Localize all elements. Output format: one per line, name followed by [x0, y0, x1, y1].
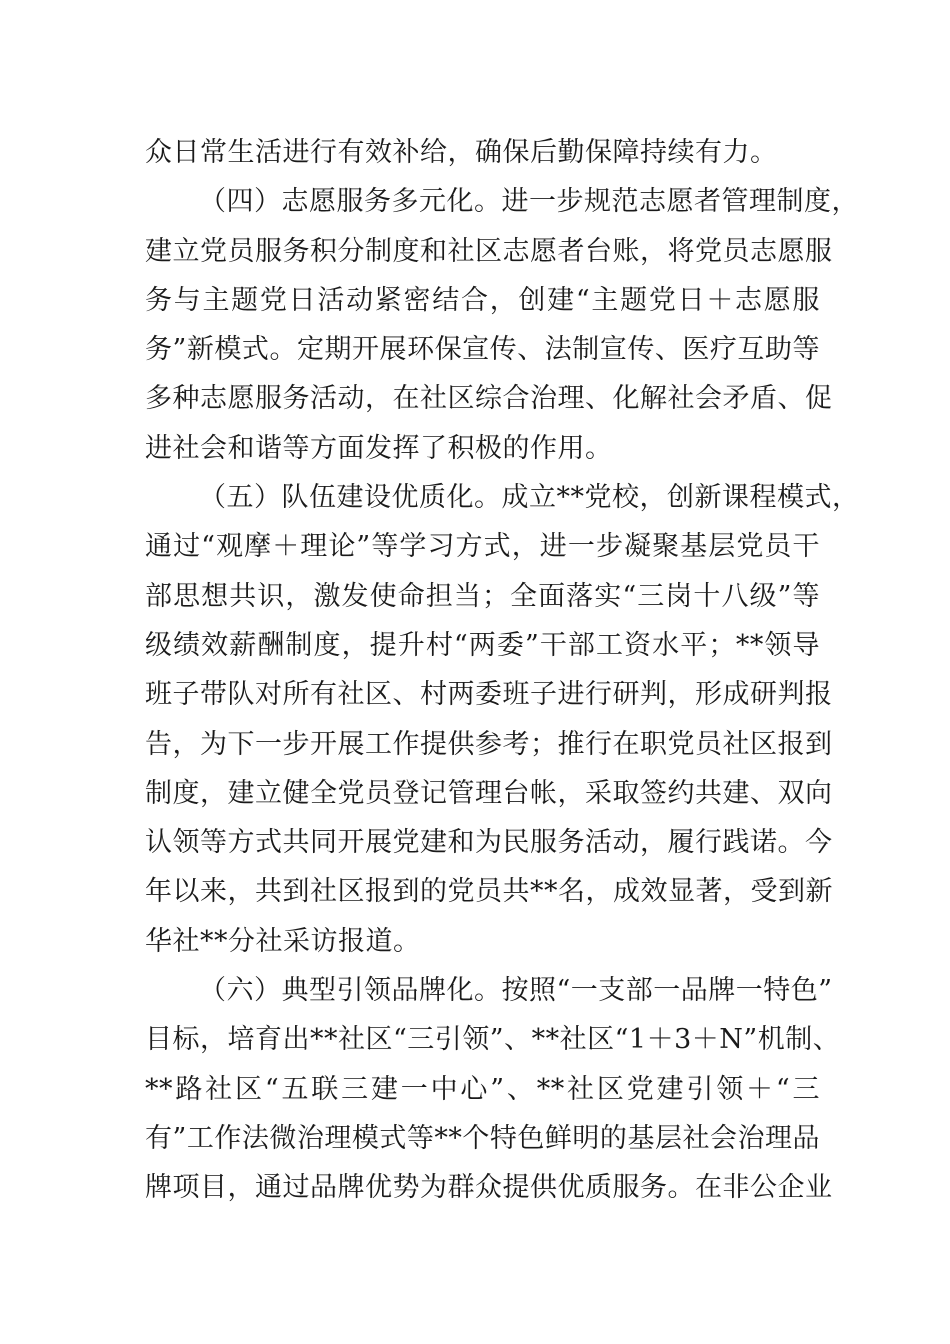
- body-text: [145, 128, 860, 1213]
- text-line: **路社区“五联三建一中心”、**社区党建引领＋“三: [145, 1073, 820, 1105]
- text-line: 通过“观摩＋理论”等学习方式，进一步凝聚基层党员干: [145, 531, 820, 563]
- text-line: 建立党员服务积分制度和社区志愿者台账，将党员志愿服: [145, 235, 833, 267]
- text-line: 目标，培育出**社区“三引领”、**社区“1＋3＋N”机制、: [145, 1024, 841, 1056]
- text-line: 认领等方式共同开展党建和为民服务活动，履行践诺。今: [145, 827, 833, 859]
- text-line: 制度，建立健全党员登记管理台帐，采取签约共建、双向: [145, 777, 833, 809]
- text-line: 多种志愿服务活动，在社区综合治理、化解社会矛盾、促: [145, 383, 833, 415]
- text-line: 进社会和谐等方面发挥了积极的作用。: [145, 432, 613, 464]
- text-line: 务与主题党日活动紧密结合，创建“主题党日＋志愿服: [145, 284, 820, 316]
- text-line: 众日常生活进行有效补给，确保后勤保障持续有力。: [145, 137, 778, 168]
- text-line: 牌项目，通过品牌优势为群众提供优质服务。在非公企业: [145, 1172, 833, 1204]
- text-line: 部思想共识，激发使命担当；全面落实“三岗十八级”等: [145, 580, 820, 612]
- text-line: 有”工作法微治理模式等**个特色鲜明的基层社会治理品: [145, 1122, 820, 1154]
- paragraph-heading-line: （四）志愿服务多元化。进一步规范志愿者管理制度，: [199, 186, 859, 218]
- text-line: 级绩效薪酬制度，提升村“两委”干部工资水平；**领导: [145, 629, 820, 661]
- text-line: 班子带队对所有社区、村两委班子进行研判，形成研判报: [145, 679, 833, 711]
- paragraph-heading-line: （六）典型引领品牌化。按照“一支部一品牌一特色”: [199, 975, 833, 1007]
- paragraph-heading-line: （五）队伍建设优质化。成立**党校，创新课程模式，: [199, 482, 860, 514]
- text-line: 告，为下一步开展工作提供参考；推行在职党员社区报到: [145, 728, 833, 760]
- text-line: 年以来，共到社区报到的党员共**名，成效显著，受到新: [145, 876, 833, 908]
- text-line: 务”新模式。定期开展环保宣传、法制宣传、医疗互助等: [145, 334, 820, 366]
- text-line: 华社**分社采访报道。: [145, 925, 421, 957]
